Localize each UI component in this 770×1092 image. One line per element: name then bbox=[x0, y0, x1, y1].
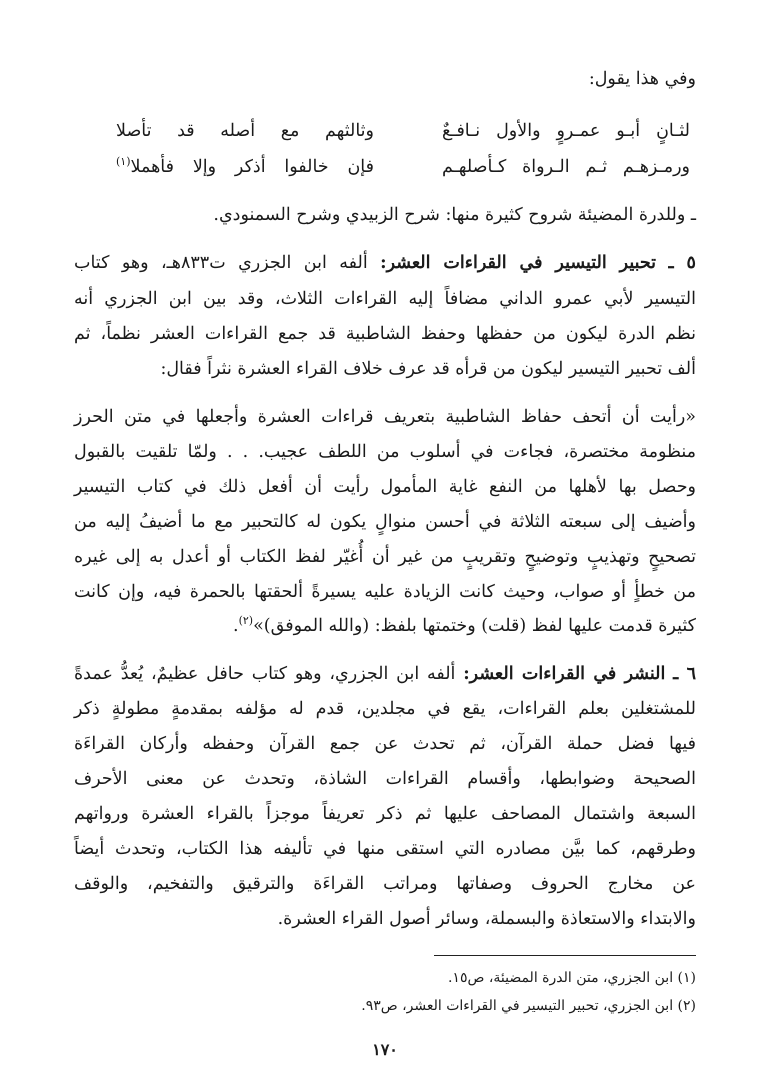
quote-line-7: كثيرة قدمت عليها لفظ (قلت) وختمتها بلفظ: (والله الموفق)»$^{(٢)}$. bbox=[233, 614, 696, 636]
section-6-line-1: ألفه ابن الجزري، وهو كتاب حافل عظيمٌ، يُعدُّ عمدةً bbox=[74, 664, 456, 684]
section-6-line-5: السبعة واشتمال المصاحف عليها ثم ذكر تعريفاً موجزاً بالقراء العشرة ورواتهم bbox=[74, 804, 696, 824]
quote-line-3: وحصل بها لأهلها من النفع غاية المأمول رأيت أن أفعل ذلك في كتاب التيسير bbox=[74, 477, 696, 497]
footnote-ref-2: (٢) bbox=[238, 614, 254, 628]
section-6-title: النشر في القراءات العشر: bbox=[463, 664, 666, 684]
quote-last-text: كثيرة قدمت عليها لفظ (قلت) وختمتها بلفظ: (والله الموفق)» bbox=[253, 616, 696, 636]
section-5-number: ٥ ـ bbox=[668, 253, 696, 273]
section-6-line-3: فيها فضل حملة القرآن، ثم تحدث عن جمع القرآن وحفظه وأركان القراءَة bbox=[74, 734, 696, 754]
footnote-ref-1: (١) bbox=[116, 155, 131, 169]
section-6-line-7: عن مخارج الحروف وصفاتها ومراتب القراءَة والترقيق والتفخيم، والوقف bbox=[74, 874, 696, 894]
section-5-line-1: ألفه ابن الجزري ت٨٣٣هـ، وهو كتاب bbox=[74, 253, 368, 273]
footnote-separator bbox=[434, 955, 696, 956]
durra-commentaries-note: ـ وللدرة المضيئة شروح كثيرة منها: شرح الزبيدي وشرح السمنودي. bbox=[213, 205, 696, 225]
verse-2-first-hemistich: ورمـزهـم ثـم الـرواة كـأصلهـم bbox=[442, 157, 690, 177]
section-5-line-2: التيسير لأبي عمرو الداني مضافاً إليه القراءات الثلاث، وقد بين ابن الجزري أنه bbox=[74, 289, 696, 309]
section-6-first-line bbox=[74, 657, 696, 691]
quote-line-4: وأضيف إلى سبعته الثلاثة في أحسن منوالٍ يكون له كالتحبير مع ما أضيفُ إليه من bbox=[74, 512, 696, 532]
section-6-number: ٦ ـ bbox=[673, 664, 696, 684]
verse-1-first-hemistich: لثـانٍ أبـو عمـروٍ والأول نـافـعٌ bbox=[442, 121, 690, 141]
quote-line-6: من خطأٍ أو صواب، وحيث كانت الزيادة عليه يسيرةً ألحقتها بالحمرة فيه، وإن كانت bbox=[74, 582, 696, 602]
quote-line-1: «رأيت أن أتحف حفاظ الشاطبية بتعريف قراءات العشرة وأجعلها في متن الحرز bbox=[74, 407, 696, 427]
page-number: ١٧٠ bbox=[372, 1040, 398, 1059]
footnote-2: (٢) ابن الجزري، تحبير التيسير في القراءات العشر، ص٩٣. bbox=[361, 998, 696, 1014]
footnote-1: (١) ابن الجزري، متن الدرة المضيئة، ص١٥. bbox=[447, 970, 696, 986]
section-6-line-4: الصحيحة وضوابطها، وأقسام القراءات الشاذة، وتحدث عن معنى الأحرف bbox=[74, 769, 696, 789]
verse-2-second-text: فإن خالفوا أذكر وإلا فأهملا bbox=[130, 157, 374, 177]
section-6-line-6: وطرقهم، كما بيَّن مصادره التي استقى منها في تأليفه هذا الكتاب، وتحدث أيضاً bbox=[74, 839, 696, 859]
quote-line-5: تصحيحٍ وتهذيبٍ وتوضيحٍ وتقريبٍ من غير أن أُغيّر لفظ الكتاب أو أعدل به إلى غيره bbox=[74, 547, 696, 567]
section-5-line-4: ألف تحبير التيسير ليكون من قرأه قد عرف خلاف القراء العشرة نثراً فقال: bbox=[160, 359, 696, 379]
quote-line-2: منظومة مختصرة، فجاءت في أسلوب من اللطف عجيب. . . ولمّا تلقيت بالقبول bbox=[74, 442, 696, 462]
section-5-title: تحبير التيسير في القراءات العشر: bbox=[380, 253, 657, 273]
verse-2-second-hemistich bbox=[116, 150, 374, 184]
section-5-first-line bbox=[74, 246, 696, 280]
verse-1-second-hemistich: وثالثهم مع أصله قد تأصلا bbox=[116, 121, 374, 141]
section-6-line-8: والابتداء والاستعاذة والبسملة، وسائر أصول القراء العشرة. bbox=[277, 909, 696, 929]
section-6-line-2: للمشتغلين بعلم القراءات، يقع في مجلدين، قدم له مؤلفه بمقدمةٍ مطولةٍ ذكر bbox=[74, 699, 696, 719]
section-5-line-3: نظم الدرة ليكون من حفظها وحفظ الشاطبية قد جمع القراءات العشر نظماً، ثم bbox=[74, 324, 696, 344]
intro-line: وفي هذا يقول: bbox=[588, 69, 696, 89]
